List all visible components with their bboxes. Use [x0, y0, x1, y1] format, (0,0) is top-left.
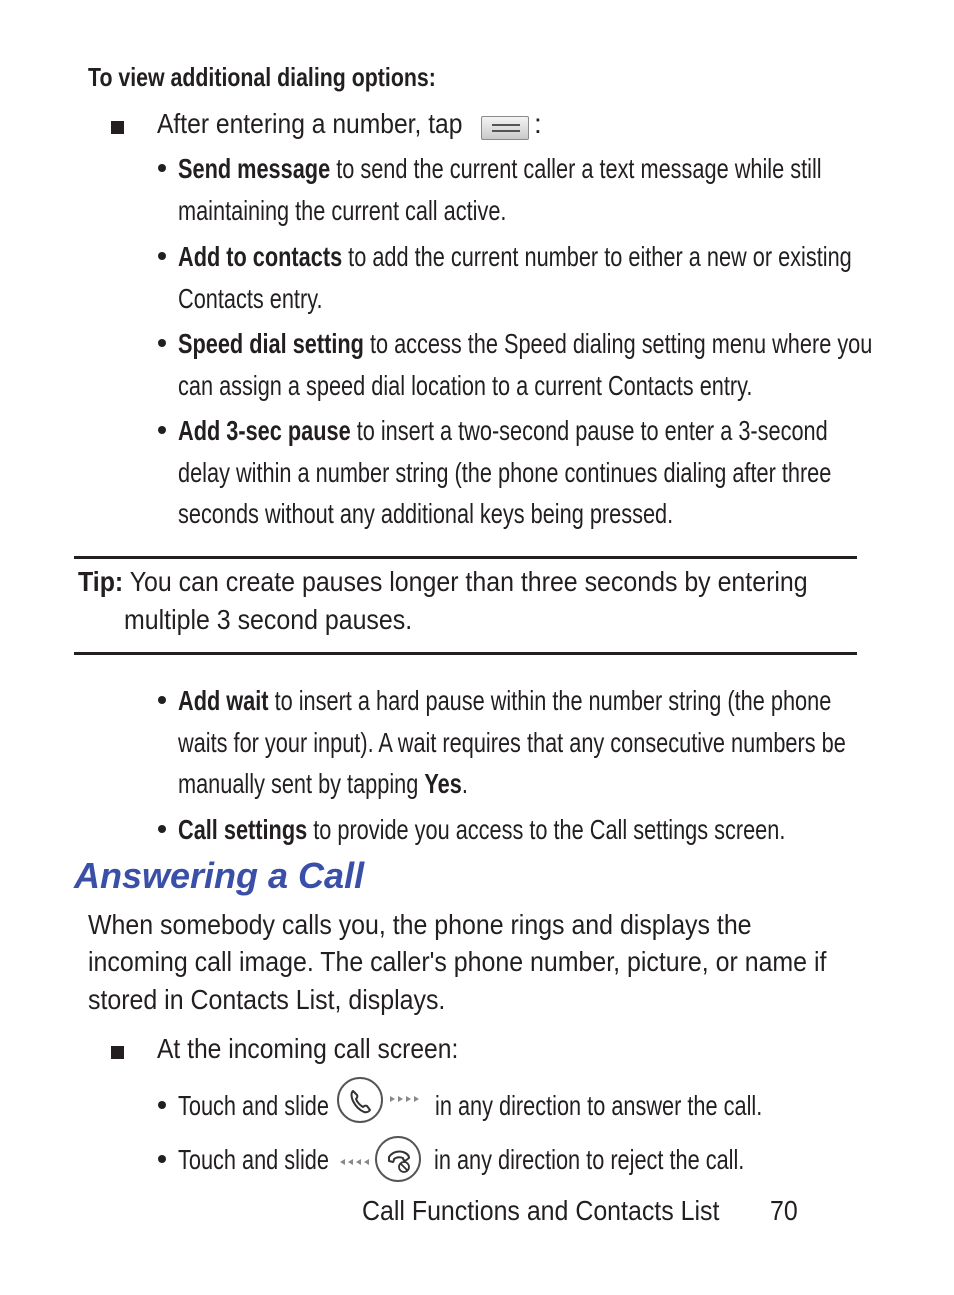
- tip-bottom-rule: [74, 652, 857, 655]
- footer-section-title: Call Functions and Contacts List: [362, 1195, 720, 1226]
- option-send-message: Send message to send the current caller a text message while still maintaining the current call active.: [178, 153, 822, 226]
- page-number: 70: [770, 1195, 798, 1226]
- option-add-pause: Add 3-sec pause to insert a two-second pause to enter a 3-second delay within a number string (the phone continues dialing after three seconds without any additional keys being pressed.: [178, 415, 832, 529]
- bullet: [158, 426, 166, 434]
- step-colon: :: [534, 108, 542, 139]
- step-text: At the incoming call screen:: [157, 1033, 459, 1064]
- bullet: [158, 252, 166, 260]
- tip-line-2: multiple 3 second pauses.: [124, 604, 413, 635]
- menu-key-icon: [481, 116, 529, 140]
- sub-heading: To view additional dialing options:: [88, 62, 436, 92]
- paragraph-line: stored in Contacts List, displays.: [88, 984, 446, 1015]
- reject-call-icon: [336, 1133, 428, 1185]
- reject-instruction-pre: Touch and slide: [178, 1144, 329, 1175]
- step-text: After entering a number, tap: [157, 108, 463, 139]
- bullet: [158, 1101, 166, 1109]
- tip-line-1: Tip: You can create pauses longer than three seconds by entering: [78, 566, 808, 597]
- paragraph-line: When somebody calls you, the phone rings and displays the: [88, 909, 752, 940]
- paragraph-line: incoming call image. The caller's phone number, picture, or name if: [88, 946, 827, 977]
- option-add-to-contacts: Add to contacts to add the current number to either a new or existing Contacts entry.: [178, 241, 852, 314]
- answer-instruction-pre: Touch and slide: [178, 1090, 329, 1121]
- option-add-wait: Add wait to insert a hard pause within the number string (the phone waits for your input). A wait requires that any consecutive numbers be manually sent by tapping Yes.: [178, 685, 846, 799]
- section-title: Answering a Call: [74, 855, 365, 896]
- bullet: [158, 339, 166, 347]
- option-speed-dial: Speed dial setting to access the Speed dialing setting menu where you can assign a speed dial location to a current Contacts entry.: [178, 328, 873, 401]
- bullet: [158, 1155, 166, 1163]
- answer-call-icon: [334, 1074, 426, 1126]
- bullet: [158, 696, 166, 704]
- bullet: [158, 825, 166, 833]
- answer-instruction-post: in any direction to answer the call.: [435, 1090, 763, 1121]
- option-call-settings: Call settings to provide you access to the Call settings screen.: [178, 814, 786, 845]
- reject-instruction-post: in any direction to reject the call.: [434, 1144, 745, 1175]
- step-bullet: [111, 121, 124, 134]
- step-bullet: [111, 1046, 124, 1059]
- tip-top-rule: [74, 556, 857, 559]
- bullet: [158, 164, 166, 172]
